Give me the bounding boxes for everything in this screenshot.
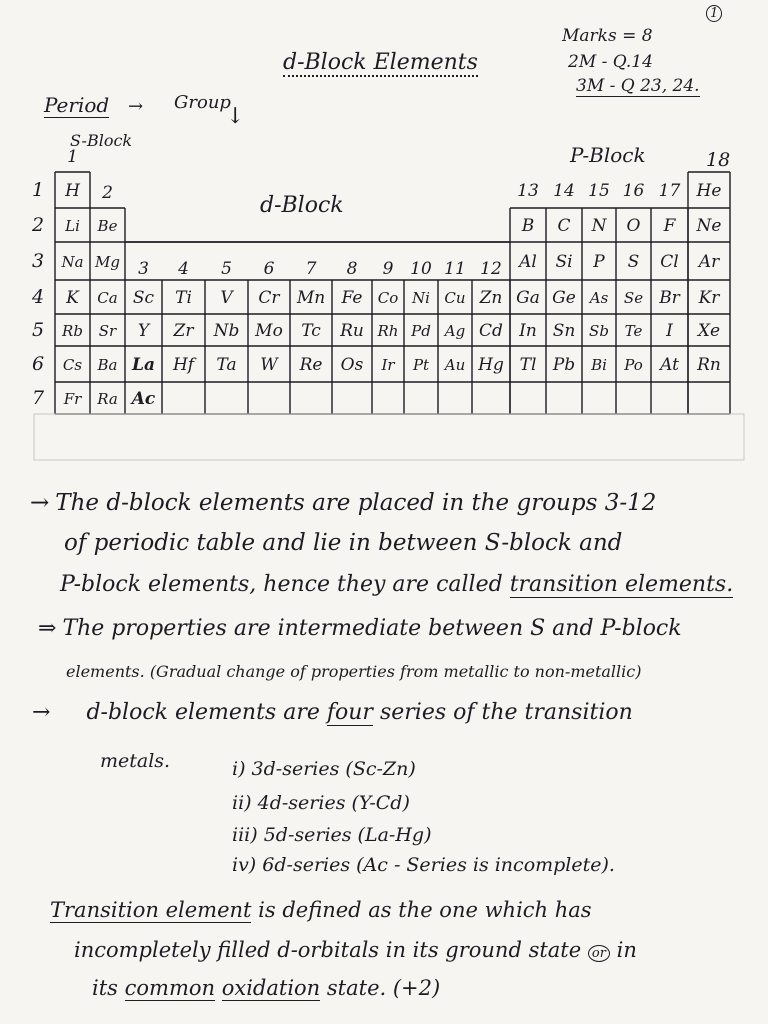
group-arrow-icon: ↓ — [226, 104, 245, 129]
group-number: 9 — [382, 259, 394, 279]
series-item: iii) 5d-series (La-Hg) — [232, 824, 432, 846]
note-2-line-2: elements. (Gradual change of properties from metallic to non-metallic) — [66, 662, 642, 681]
element-ni: Ni — [412, 289, 430, 307]
element-rb: Rb — [62, 322, 83, 340]
definition-line-1 — [50, 898, 592, 922]
element-k: K — [66, 288, 79, 308]
element-he: He — [696, 181, 722, 201]
group-number: 16 — [622, 181, 645, 201]
element-ar: Ar — [698, 252, 720, 272]
element-be: Be — [97, 217, 118, 235]
period-number: 1 — [31, 179, 45, 201]
transition-element-term: Transition element — [50, 898, 252, 922]
element-v: V — [220, 288, 233, 308]
note-text: in — [616, 938, 637, 962]
note-text: P-block elements, hence they are called — [60, 572, 503, 597]
group-number: 6 — [263, 259, 275, 279]
element-bi: Bi — [591, 356, 607, 374]
group-number: 3 — [138, 259, 149, 279]
element-te: Te — [624, 322, 643, 340]
group-number: 14 — [553, 181, 575, 201]
s-block-label: S-Block — [70, 131, 133, 150]
element-cs: Cs — [62, 356, 83, 374]
period-number: 3 — [31, 250, 45, 272]
element-at: At — [660, 355, 679, 375]
element-kr: Kr — [698, 288, 720, 308]
element-sr: Sr — [98, 322, 117, 340]
element-s: S — [627, 252, 640, 272]
element-c: C — [557, 216, 571, 236]
page-title: d-Block Elements — [283, 50, 478, 75]
element-xe: Xe — [697, 321, 721, 341]
p-block-label: P-Block — [570, 143, 646, 167]
element-cl: Cl — [660, 252, 679, 272]
marks-two: 2M - Q.14 — [568, 52, 653, 72]
note-text: its — [92, 976, 118, 1000]
element-li: Li — [65, 217, 80, 235]
period-number: 6 — [31, 353, 45, 375]
group-number: 10 — [410, 259, 432, 279]
period-number: 2 — [31, 214, 45, 236]
note-1-line-3 — [60, 572, 733, 597]
element-hf: Hf — [172, 355, 195, 375]
group-number: 17 — [658, 181, 681, 201]
element-ti: Ti — [175, 288, 192, 308]
common-term: common — [124, 976, 216, 1000]
element-co: Co — [377, 289, 399, 307]
transition-elements-term: transition elements. — [509, 572, 734, 597]
element-ag: Ag — [444, 322, 466, 340]
note-2-line-1 — [38, 616, 682, 641]
element-i: I — [666, 321, 673, 341]
double-arrow-icon: ⇒ — [38, 616, 57, 641]
group-number: 1 — [67, 147, 78, 167]
element-nb: Nb — [213, 321, 240, 341]
d-block-label: d-Block — [260, 193, 344, 218]
definition-line-2 — [74, 938, 637, 962]
element-mn: Mn — [296, 288, 326, 308]
group-number: 2 — [102, 183, 113, 203]
element-fe: Fe — [341, 288, 363, 308]
element-hg: Hg — [478, 355, 504, 375]
note-text: The properties are intermediate between S and P-block — [62, 616, 682, 641]
or-circled: or — [588, 945, 610, 962]
element-cells — [60, 181, 721, 409]
element-fr: Fr — [63, 390, 82, 408]
element-y: Y — [137, 321, 150, 341]
definition-line-3 — [92, 976, 440, 1000]
group-number: 13 — [517, 181, 539, 201]
series-item: iv) 6d-series (Ac - Series is incomplete). — [232, 854, 615, 876]
element-tl: Tl — [519, 355, 537, 375]
element-zn: Zn — [479, 288, 503, 308]
element-se: Se — [623, 289, 644, 307]
element-ra: Ra — [97, 390, 118, 408]
element-re: Re — [299, 355, 323, 375]
note-text: state. (+2) — [326, 976, 441, 1000]
element-mo: Mo — [255, 321, 283, 341]
note-1-line-1 — [30, 490, 656, 516]
element-h: H — [65, 181, 80, 201]
bullet-arrow-icon: → — [30, 490, 50, 516]
element-ba: Ba — [97, 356, 118, 374]
element-ga: Ga — [516, 288, 540, 308]
element-rn: Rn — [697, 355, 721, 375]
element-in: In — [519, 321, 537, 341]
element-n: N — [591, 216, 607, 236]
element-o: O — [626, 216, 641, 236]
element-sc: Sc — [132, 288, 155, 308]
note-text: is defined as the one which has — [258, 898, 592, 922]
element-si: Si — [555, 252, 573, 272]
element-pd: Pd — [411, 322, 431, 340]
element-al: Al — [519, 252, 537, 272]
group-number: 12 — [480, 259, 502, 279]
period-label: Period — [44, 93, 110, 117]
element-cr: Cr — [258, 288, 280, 308]
element-na: Na — [61, 253, 84, 271]
element-w: W — [260, 355, 278, 375]
element-as: As — [589, 289, 609, 307]
period-number: 7 — [31, 387, 45, 409]
note-text: incompletely filled d-orbitals in its ground state — [74, 938, 582, 962]
group-number: 5 — [221, 259, 232, 279]
element-po: Po — [624, 356, 643, 374]
element-zr: Zr — [173, 321, 194, 341]
element-b: B — [521, 216, 535, 236]
element-rh: Rh — [377, 322, 399, 340]
note-text: series of the transition — [379, 700, 633, 725]
group-number: 8 — [346, 259, 358, 279]
element-tc: Tc — [301, 321, 321, 341]
group-number: 4 — [178, 259, 189, 279]
note-text: The d-block elements are placed in the groups 3-12 — [55, 490, 657, 516]
period-arrow-icon: → — [128, 96, 144, 117]
note-3-line-2: metals. — [100, 750, 171, 772]
element-ru: Ru — [340, 321, 364, 341]
note-1-line-2: of periodic table and lie in between S-block and — [64, 530, 623, 556]
element-la: La — [132, 355, 155, 375]
period-number: 4 — [31, 286, 45, 308]
table-footer-band — [34, 414, 744, 460]
element-cd: Cd — [479, 321, 503, 341]
element-mg: Mg — [95, 253, 120, 271]
oxidation-term: oxidation — [221, 976, 321, 1000]
group-number: 15 — [588, 181, 610, 201]
element-cu: Cu — [444, 289, 466, 307]
element-ca: Ca — [97, 289, 118, 307]
group-number: 11 — [444, 259, 466, 279]
element-sb: Sb — [589, 322, 609, 340]
element-ne: Ne — [696, 216, 722, 236]
series-item: ii) 4d-series (Y-Cd) — [232, 792, 410, 814]
period-number: 5 — [31, 319, 45, 341]
element-ge: Ge — [552, 288, 576, 308]
page-number: 1 — [706, 2, 722, 22]
note-3-line-1 — [32, 700, 633, 725]
periodic-table — [0, 0, 768, 470]
group-number: 7 — [305, 259, 317, 279]
marks-three: 3M - Q 23, 24. — [576, 76, 700, 96]
element-sn: Sn — [552, 321, 576, 341]
marks-total: Marks = 8 — [562, 26, 653, 46]
element-p: P — [593, 252, 605, 272]
element-ac: Ac — [131, 389, 156, 409]
element-f: F — [663, 216, 676, 236]
element-os: Os — [340, 355, 364, 375]
bullet-arrow-icon: → — [32, 700, 51, 725]
element-br: Br — [659, 288, 680, 308]
element-pb: Pb — [552, 355, 576, 375]
element-pt: Pt — [412, 356, 430, 374]
series-item: i) 3d-series (Sc-Zn) — [232, 758, 416, 780]
group-18-label: 18 — [706, 149, 731, 171]
note-text: d-block elements are — [86, 700, 320, 725]
element-ir: Ir — [381, 356, 395, 374]
element-ta: Ta — [216, 355, 237, 375]
four-term: four — [326, 700, 373, 725]
element-au: Au — [444, 356, 466, 374]
group-label: Group — [174, 92, 231, 113]
